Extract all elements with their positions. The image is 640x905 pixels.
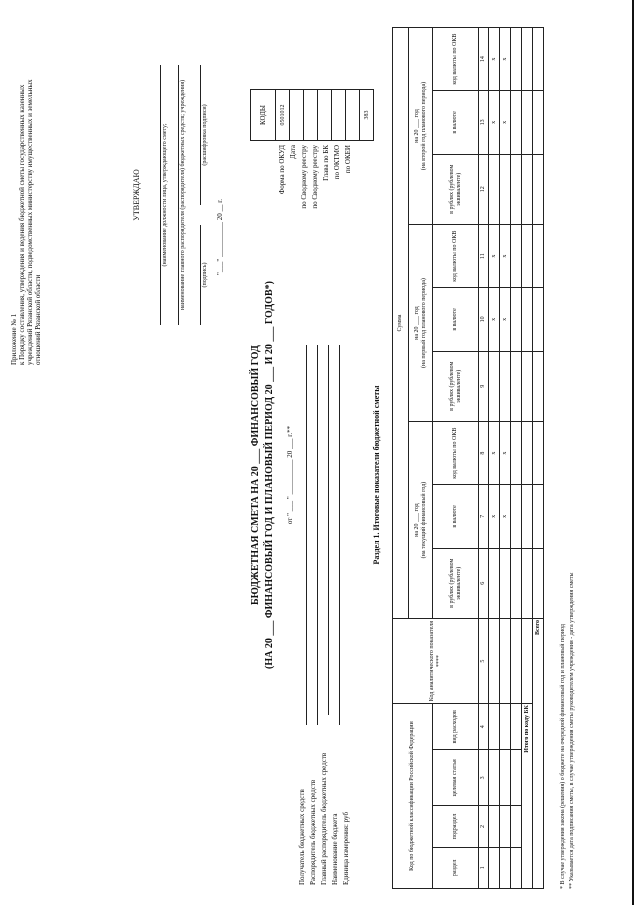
appendix-line-4: отношений Рязанской области [34, 274, 42, 365]
th-podrazdel: подраздел [433, 806, 479, 847]
col-num: 12 [479, 154, 489, 225]
field-line-3 [328, 345, 329, 715]
code-label-okei: по ОКЕИ [344, 145, 352, 174]
code-label-reestr-2: по Сводному реестру [311, 145, 319, 209]
itogo-kbk-row [522, 28, 533, 889]
th-summa: Сумма [393, 28, 409, 619]
x-mark: x [500, 225, 511, 288]
approve-caption-signature: (подпись) [202, 262, 208, 288]
th-val-1: в валюте [433, 485, 479, 548]
code-value-okei: 383 [360, 90, 374, 141]
vsego-label: Всего [533, 619, 544, 889]
doc-from-date: от " ___ " __________ 20 ___ г.** [286, 425, 294, 525]
x-mark: x [500, 422, 511, 485]
table-row [500, 28, 511, 889]
th-rub-2: в рублях (рублевом эквиваленте) [433, 351, 479, 422]
x-mark: x [500, 485, 511, 548]
col-num: 6 [479, 548, 489, 619]
x-mark: x [500, 28, 511, 91]
th-rub-1: в рублях (рублевом эквиваленте) [433, 548, 479, 619]
footnote-1: * В случае утверждения закона (решения) о бюджете на очередной финансовый год и плановый период [560, 624, 566, 889]
field-label-3: Главный распорядитель бюджетных средств [320, 752, 328, 885]
th-okv-1: код валюты по ОКВ [433, 422, 479, 485]
col-num: 7 [479, 485, 489, 548]
approve-line-decode [200, 65, 201, 205]
approve-line-signature [200, 225, 201, 325]
col-num: 2 [479, 806, 489, 847]
approve-line-org [178, 65, 179, 325]
table-row [489, 28, 500, 889]
code-value-oktmo [346, 90, 360, 141]
codes-header: КОДЫ [251, 90, 276, 141]
th-val-3: в валюте [433, 91, 479, 154]
approve-caption-decode: (расшифровка подписи) [202, 104, 208, 166]
itogo-kbk-label: Итого по коду БК [522, 704, 533, 889]
th-vid: вид расходов [433, 704, 479, 750]
col-num: 3 [479, 750, 489, 806]
section-1-title: Раздел 1. Итоговые показатели бюджетной сметы [372, 385, 381, 565]
field-line-1 [306, 345, 307, 725]
vsego-row [533, 28, 544, 889]
field-label-5: Единица измерения: руб [342, 811, 350, 885]
th-year-2: на 20 ___ год (на первый год планового периода) [409, 225, 433, 422]
footnote-2: ** Указывается дата подписания сметы, в случае утверждения сметы руководителем учреждения - дата утверждения сметы [569, 572, 575, 889]
code-value-reestr-1 [304, 90, 318, 141]
x-mark: x [489, 225, 500, 288]
col-num: 4 [479, 704, 489, 750]
page-bottom-rule [632, 0, 634, 905]
x-mark: x [489, 91, 500, 154]
appendix-line-3: учреждений Рязанской области, подведомственных министерству имущественных и земельных [26, 79, 34, 365]
code-value-reestr-2 [318, 90, 332, 141]
appendix-block [10, 5, 42, 365]
x-mark: x [489, 422, 500, 485]
code-label-date: Дата [289, 145, 297, 159]
x-mark: x [489, 485, 500, 548]
th-val-2: в валюте [433, 288, 479, 351]
code-value-okud: 0501012 [276, 90, 290, 141]
code-label-reestr-1: по Сводному реестру [300, 145, 308, 209]
code-label-oktmo: по ОКТМО [333, 145, 341, 180]
field-label-2: Распорядитель бюджетных средств [309, 779, 317, 885]
budget-table [392, 27, 544, 889]
approve-line-position [160, 65, 161, 325]
th-year-1: на 20 ___ год (на текущий финансовый год) [409, 422, 433, 619]
col-num: 10 [479, 288, 489, 351]
code-value-date [290, 90, 304, 141]
approve-caption-org: наименование главного распорядителя (распорядителя) бюджетных средств; учреждения) [180, 79, 186, 311]
col-num: 5 [479, 619, 489, 704]
col-num: 11 [479, 225, 489, 288]
approve-date-line: "___" __________ 20 __ г. [216, 198, 224, 275]
approve-title: УТВЕРЖДАЮ [132, 169, 141, 221]
code-value-glava [332, 90, 346, 141]
table-row [511, 28, 522, 889]
x-mark: x [500, 91, 511, 154]
code-label-glava: Глава по БК [322, 145, 330, 181]
column-numbers-row [479, 28, 489, 889]
col-num: 8 [479, 422, 489, 485]
field-label-1: Получатель бюджетных средств [298, 789, 306, 885]
col-num: 1 [479, 847, 489, 888]
doc-title-line-2: (НА 20 ___ ФИНАНСОВЫЙ ГОД И ПЛАНОВЫЙ ПЕРИОД 20 ___ И 20 ___ ГОДОВ*) [264, 281, 275, 669]
col-num: 13 [479, 91, 489, 154]
th-rub-3: в рублях (рублевом эквиваленте) [433, 154, 479, 225]
th-celevaya: целевая статья [433, 750, 479, 806]
x-mark: x [500, 288, 511, 351]
doc-title-line-1: БЮДЖЕТНАЯ СМЕТА НА 20 ___ ФИНАНСОВЫЙ ГОД [250, 345, 261, 605]
th-year-3: на 20 ___ год (на второй год планового периода) [409, 28, 433, 225]
th-kbk: Код по бюджетной классификации Российской Федерации [393, 704, 433, 889]
field-line-4 [339, 345, 340, 725]
code-label-okud: Форма по ОКУД [278, 145, 286, 195]
th-okv-3: код валюты по ОКВ [433, 28, 479, 91]
th-analit: Код аналитического показателя **** [393, 619, 479, 704]
appendix-line-1: Приложение № 1 [10, 313, 18, 365]
appendix-line-2: к Порядку составления, утверждения и ведения бюджетной сметы государственных казенных [18, 84, 26, 365]
th-razdel: раздел [433, 847, 479, 888]
col-num: 14 [479, 28, 489, 91]
codes-table [250, 89, 374, 141]
field-label-4: Наименование бюджета [331, 813, 339, 885]
col-num: 9 [479, 351, 489, 422]
approve-caption-position: (наименование должности лица, утверждающего смету; [162, 123, 168, 267]
field-line-2 [317, 345, 318, 725]
th-okv-2: код валюты по ОКВ [433, 225, 479, 288]
x-mark: x [489, 28, 500, 91]
codes-labels [256, 145, 355, 265]
x-mark: x [489, 288, 500, 351]
